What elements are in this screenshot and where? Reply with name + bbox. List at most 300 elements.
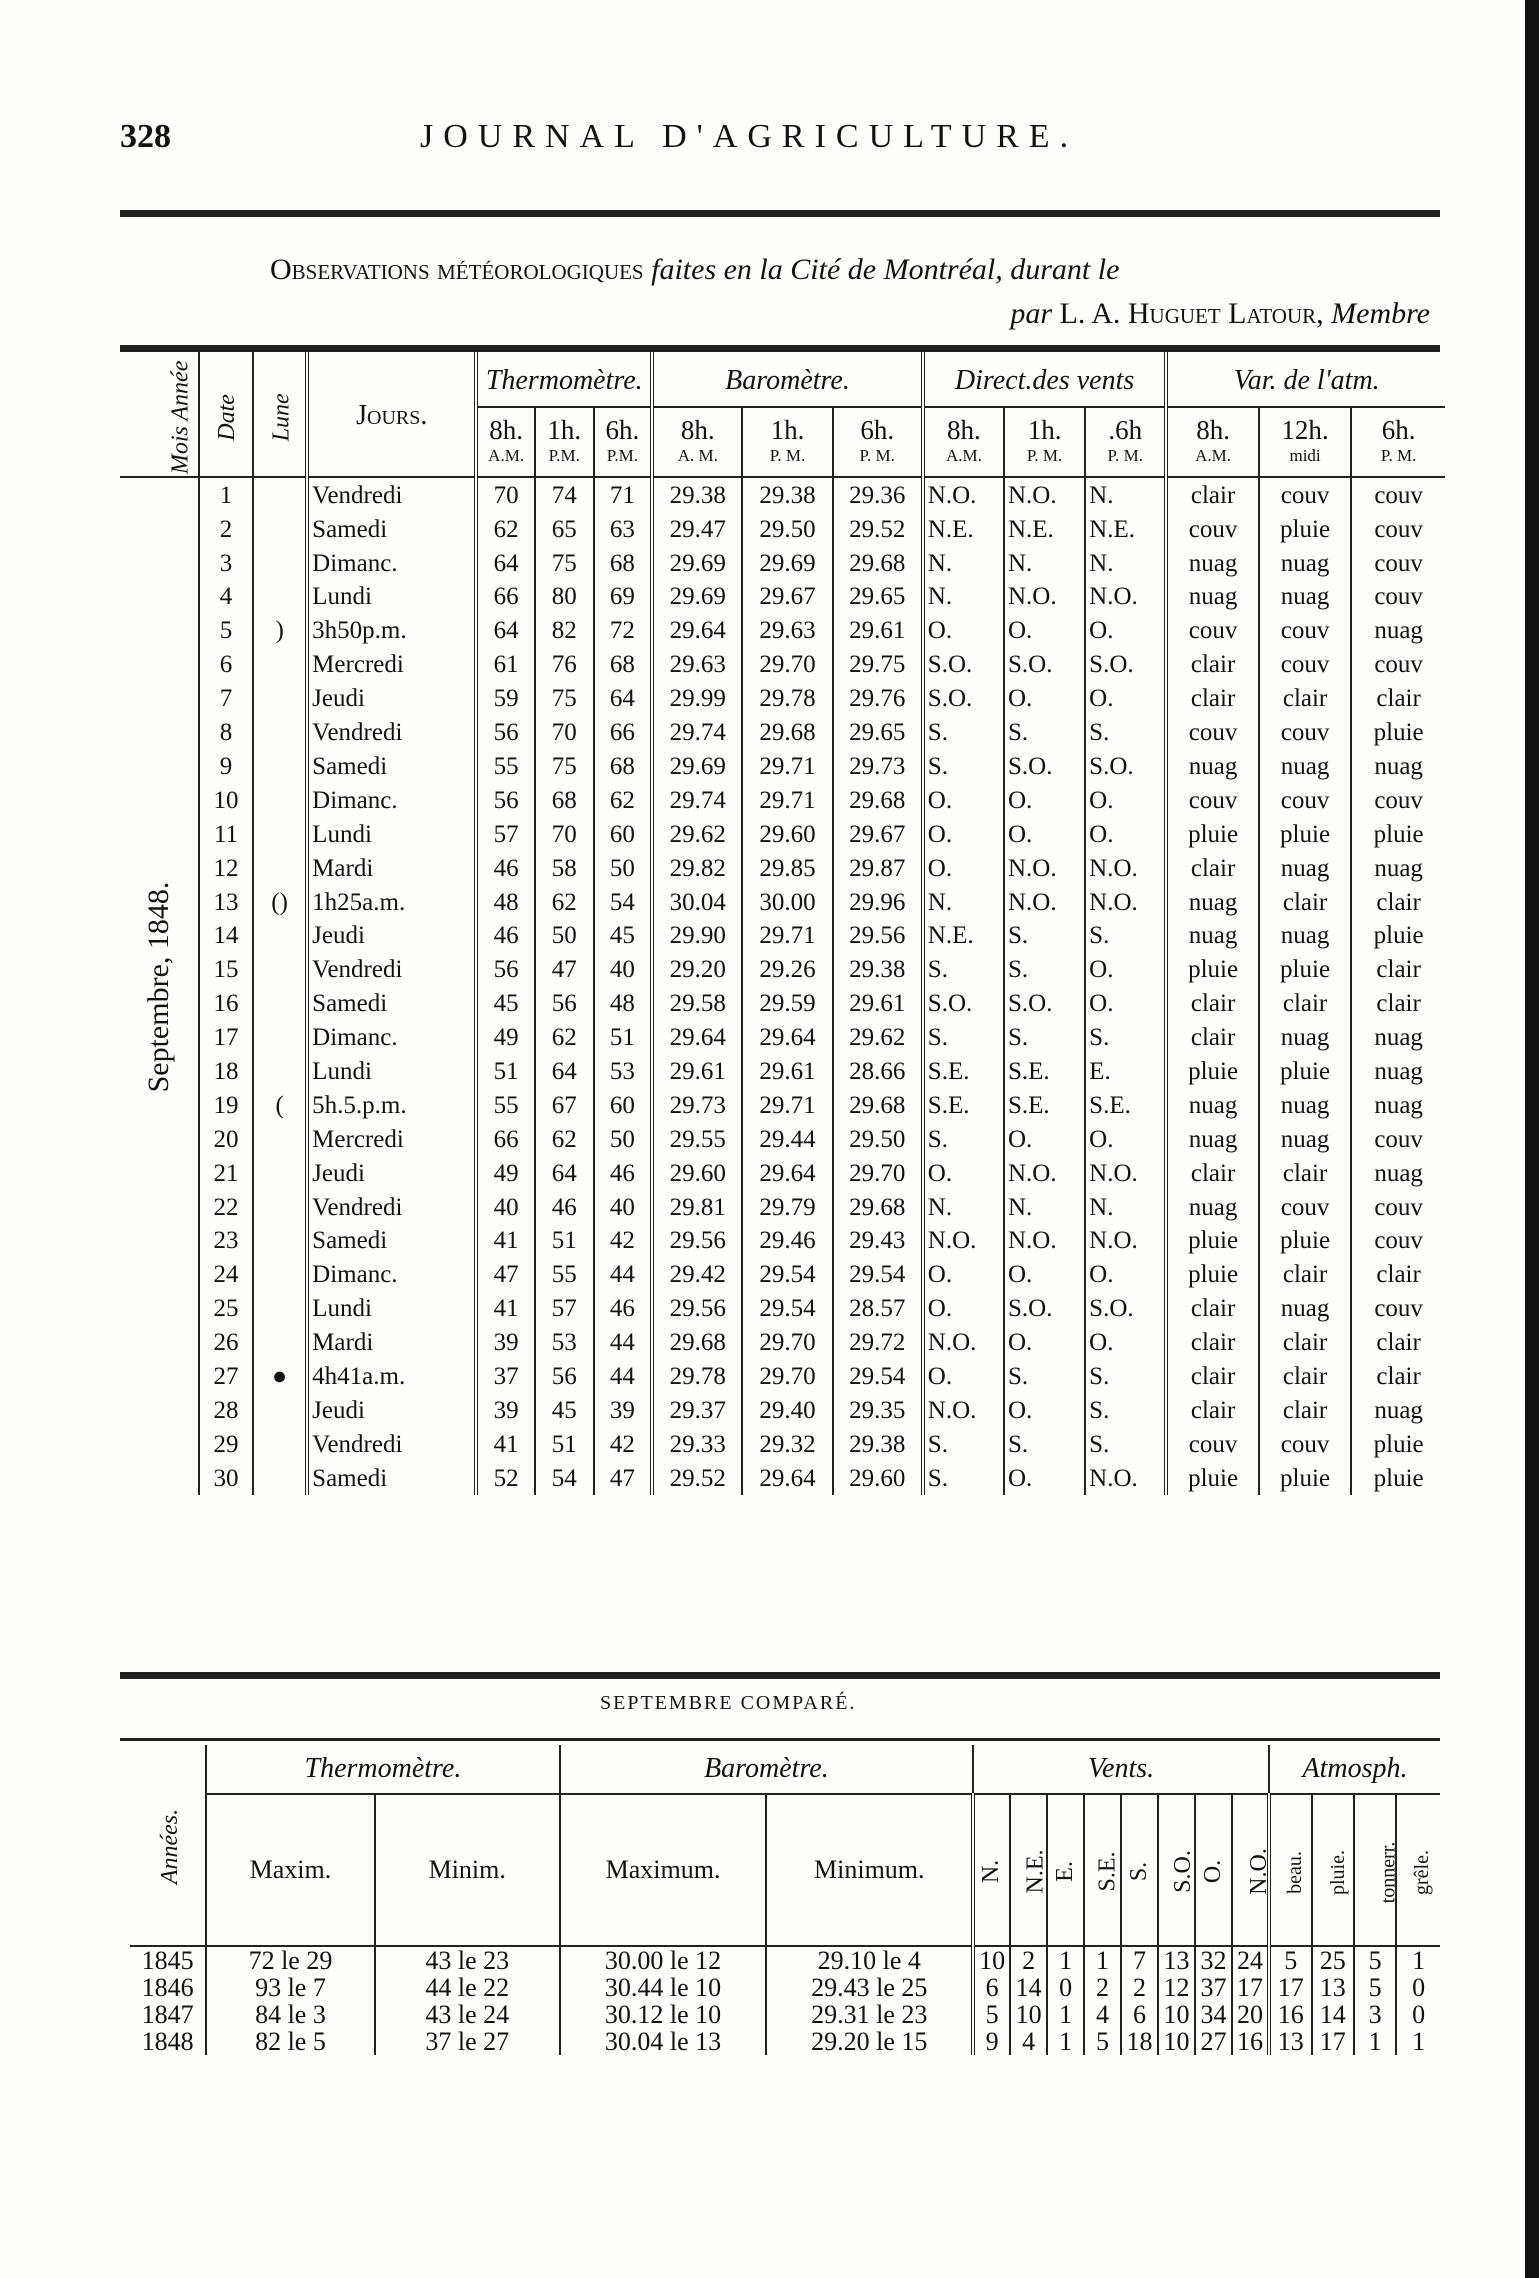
cell-date: 16 <box>199 987 253 1021</box>
header-date: Date <box>199 352 253 477</box>
cell-atm-8h: clair <box>1166 1021 1258 1055</box>
compare-header-atm: Atmosph. <box>1269 1745 1440 1794</box>
cell-thermo-8h: 47 <box>476 1258 535 1292</box>
cell-vent-8h: S. <box>923 1122 1004 1156</box>
cell-baro-8h: 29.33 <box>652 1427 742 1461</box>
cell-thermo-6h: 39 <box>594 1393 653 1427</box>
cell-vent-8h: O. <box>923 1156 1004 1190</box>
cell-atm-8h: pluie <box>1166 1461 1258 1495</box>
cell-jour: Vendredi <box>307 953 476 987</box>
cell-date: 20 <box>199 1122 253 1156</box>
cell-baro-8h: 29.68 <box>652 1326 742 1360</box>
cell-baro-6h: 29.38 <box>833 953 923 987</box>
cell-jour: Lundi <box>307 1055 476 1089</box>
header-lune: Lune <box>253 352 307 477</box>
observation-row <box>120 1326 1445 1360</box>
cell-atm-6h: couv <box>1351 477 1445 512</box>
cell-thermo-1h: 75 <box>535 546 594 580</box>
compare-wind-dir: N.E. <box>1010 1794 1047 1946</box>
top-rule <box>120 210 1440 217</box>
cell-baro-8h: 29.47 <box>652 512 742 546</box>
cell-vent-8h: O. <box>923 817 1004 851</box>
cell-vent-1h: S.O. <box>1004 987 1085 1021</box>
subheader-atm-ampm: midi <box>1259 446 1351 477</box>
compare-wind-dir: N.O. <box>1232 1794 1269 1946</box>
cell-date: 15 <box>199 953 253 987</box>
cell-atm-12h: clair <box>1259 885 1351 919</box>
cell-baro-6h: 29.67 <box>833 817 923 851</box>
compare-cell: 0 <box>1396 1974 1440 2001</box>
cell-baro-8h: 29.73 <box>652 1088 742 1122</box>
cell-thermo-6h: 42 <box>594 1224 653 1258</box>
cell-vent-8h: S. <box>923 750 1004 784</box>
cell-vent-8h: N.O. <box>923 1326 1004 1360</box>
cell-thermo-1h: 62 <box>535 1122 594 1156</box>
cell-thermo-6h: 60 <box>594 1088 653 1122</box>
cell-thermo-6h: 68 <box>594 750 653 784</box>
cell-thermo-1h: 74 <box>535 477 594 512</box>
observation-row <box>120 851 1445 885</box>
cell-baro-1h: 29.60 <box>742 817 832 851</box>
subheader-thermo-hour: 6h. <box>594 407 653 446</box>
cell-vent-8h: O. <box>923 851 1004 885</box>
cell-vent-8h: O. <box>923 1292 1004 1326</box>
cell-thermo-6h: 50 <box>594 1122 653 1156</box>
observation-row <box>120 546 1445 580</box>
cell-baro-1h: 29.59 <box>742 987 832 1021</box>
cell-thermo-6h: 45 <box>594 919 653 953</box>
cell-atm-8h: clair <box>1166 1156 1258 1190</box>
compare-cell: 0 <box>1396 2001 1440 2028</box>
cell-baro-8h: 29.60 <box>652 1156 742 1190</box>
caption-prefix: Observations météorologiques <box>270 253 644 286</box>
cell-baro-1h: 29.64 <box>742 1156 832 1190</box>
cell-baro-8h: 29.81 <box>652 1190 742 1224</box>
cell-date: 6 <box>199 648 253 682</box>
cell-vent-8h: N. <box>923 580 1004 614</box>
compare-year: 1847 <box>141 2000 194 2029</box>
observations-table <box>120 352 1445 1495</box>
cell-lune <box>253 1190 307 1224</box>
cell-thermo-6h: 71 <box>594 477 653 512</box>
compare-cell: 14 <box>1312 2001 1354 2028</box>
cell-atm-12h: clair <box>1259 1393 1351 1427</box>
cell-baro-1h: 29.70 <box>742 648 832 682</box>
cell-atm-6h: couv <box>1351 512 1445 546</box>
compare-year: 1848 <box>141 2027 194 2056</box>
cell-baro-6h: 29.96 <box>833 885 923 919</box>
cell-vent-6h: N.E. <box>1085 512 1166 546</box>
cell-thermo-1h: 50 <box>535 919 594 953</box>
cell-date: 11 <box>199 817 253 851</box>
cell-baro-8h: 29.74 <box>652 716 742 750</box>
cell-baro-1h: 29.78 <box>742 682 832 716</box>
cell-jour: Dimanc. <box>307 1258 476 1292</box>
compare-table <box>130 1745 1440 2055</box>
compare-cell: 30.00 le 12 <box>560 1946 767 1974</box>
cell-atm-12h: clair <box>1259 682 1351 716</box>
cell-vent-6h: O. <box>1085 953 1166 987</box>
cell-lune <box>253 1122 307 1156</box>
caption-line-2 <box>270 292 1450 336</box>
header-mois-annee: Mois Année <box>120 352 199 477</box>
cell-atm-6h: pluie <box>1351 817 1445 851</box>
cell-jour: Jeudi <box>307 1393 476 1427</box>
cell-jour: Lundi <box>307 1292 476 1326</box>
cell-thermo-6h: 66 <box>594 716 653 750</box>
cell-baro-6h: 29.35 <box>833 1393 923 1427</box>
subheader-atm-ampm: A.M. <box>1166 446 1258 477</box>
cell-vent-8h: S.O. <box>923 648 1004 682</box>
cell-thermo-8h: 55 <box>476 1088 535 1122</box>
cell-vent-8h: O. <box>923 783 1004 817</box>
caption-author: L. A. Huguet Latour, <box>1059 297 1324 330</box>
compare-cell: 24 <box>1232 1946 1269 1974</box>
cell-thermo-1h: 62 <box>535 885 594 919</box>
compare-cell: 12 <box>1158 1974 1195 2001</box>
cell-atm-12h: nuag <box>1259 546 1351 580</box>
cell-thermo-8h: 64 <box>476 546 535 580</box>
cell-baro-8h: 29.52 <box>652 1461 742 1495</box>
compare-cell: 29.20 le 15 <box>766 2028 973 2055</box>
cell-jour: 3h50p.m. <box>307 614 476 648</box>
subheader-atm-ampm: P. M. <box>1351 446 1445 477</box>
compare-cell: 17 <box>1232 1974 1269 2001</box>
cell-lune <box>253 851 307 885</box>
compare-row <box>130 1974 1440 2001</box>
cell-lune <box>253 987 307 1021</box>
cell-thermo-1h: 55 <box>535 1258 594 1292</box>
cell-baro-6h: 29.87 <box>833 851 923 885</box>
cell-vent-1h: S.E. <box>1004 1088 1085 1122</box>
cell-baro-1h: 29.64 <box>742 1021 832 1055</box>
cell-atm-12h: nuag <box>1259 919 1351 953</box>
cell-atm-8h: couv <box>1166 614 1258 648</box>
cell-atm-6h: clair <box>1351 987 1445 1021</box>
cell-thermo-6h: 64 <box>594 682 653 716</box>
cell-date: 29 <box>199 1427 253 1461</box>
cell-thermo-8h: 51 <box>476 1055 535 1089</box>
table-top-rule <box>120 345 1440 352</box>
cell-thermo-8h: 49 <box>476 1156 535 1190</box>
subheader-baro-ampm: P. M. <box>833 446 923 477</box>
cell-baro-6h: 29.75 <box>833 648 923 682</box>
cell-atm-12h: couv <box>1259 783 1351 817</box>
compare-header-baro: Baromètre. <box>560 1745 973 1794</box>
cell-atm-6h: clair <box>1351 953 1445 987</box>
compare-cell: 43 le 23 <box>375 1946 560 1974</box>
cell-thermo-1h: 54 <box>535 1461 594 1495</box>
cell-atm-8h: clair <box>1166 987 1258 1021</box>
page-number: 328 <box>120 118 171 155</box>
cell-baro-6h: 29.36 <box>833 477 923 512</box>
cell-atm-8h: clair <box>1166 682 1258 716</box>
compare-cell: 32 <box>1195 1946 1232 1974</box>
cell-baro-8h: 30.04 <box>652 885 742 919</box>
cell-atm-6h: clair <box>1351 885 1445 919</box>
cell-vent-6h: S.O. <box>1085 750 1166 784</box>
cell-thermo-1h: 70 <box>535 817 594 851</box>
compare-cell: 6 <box>1121 2001 1158 2028</box>
compare-cell: 2 <box>1084 1974 1121 2001</box>
cell-baro-6h: 29.68 <box>833 783 923 817</box>
cell-lune: ● <box>253 1360 307 1394</box>
compare-cell: 5 <box>1354 1974 1396 2001</box>
cell-baro-1h: 29.79 <box>742 1190 832 1224</box>
observation-row <box>120 817 1445 851</box>
cell-baro-6h: 29.54 <box>833 1258 923 1292</box>
subheader-baro-hour: 8h. <box>652 407 742 446</box>
cell-baro-8h: 29.42 <box>652 1258 742 1292</box>
cell-baro-1h: 29.61 <box>742 1055 832 1089</box>
subheader-thermo-ampm: P.M. <box>535 446 594 477</box>
cell-date: 14 <box>199 919 253 953</box>
cell-jour: 5h.5.p.m. <box>307 1088 476 1122</box>
cell-atm-6h: couv <box>1351 580 1445 614</box>
cell-vent-1h: O. <box>1004 1258 1085 1292</box>
cell-atm-12h: pluie <box>1259 1224 1351 1258</box>
cell-thermo-1h: 58 <box>535 851 594 885</box>
cell-date: 19 <box>199 1088 253 1122</box>
cell-vent-6h: S. <box>1085 919 1166 953</box>
cell-baro-1h: 29.71 <box>742 783 832 817</box>
cell-thermo-6h: 53 <box>594 1055 653 1089</box>
cell-vent-1h: S. <box>1004 953 1085 987</box>
subheader-atm-hour: 12h. <box>1259 407 1351 446</box>
observation-row <box>120 1461 1445 1495</box>
cell-baro-8h: 29.90 <box>652 919 742 953</box>
cell-thermo-1h: 65 <box>535 512 594 546</box>
month-year-cell <box>120 477 199 1495</box>
cell-thermo-6h: 51 <box>594 1021 653 1055</box>
compare-cell: 17 <box>1269 1974 1311 2001</box>
cell-date: 23 <box>199 1224 253 1258</box>
compare-cell: 18 <box>1121 2028 1158 2055</box>
cell-atm-12h: nuag <box>1259 750 1351 784</box>
cell-thermo-6h: 54 <box>594 885 653 919</box>
cell-vent-1h: O. <box>1004 614 1085 648</box>
cell-baro-8h: 29.20 <box>652 953 742 987</box>
cell-lune <box>253 1292 307 1326</box>
cell-vent-6h: O. <box>1085 1326 1166 1360</box>
cell-vent-8h: O. <box>923 614 1004 648</box>
observation-row <box>120 987 1445 1021</box>
cell-atm-6h: nuag <box>1351 1055 1445 1089</box>
compare-cell: 1 <box>1084 1946 1121 1974</box>
observation-row <box>120 580 1445 614</box>
cell-thermo-8h: 56 <box>476 953 535 987</box>
cell-baro-6h: 28.57 <box>833 1292 923 1326</box>
subheader-vents-hour: 1h. <box>1004 407 1085 446</box>
cell-thermo-6h: 60 <box>594 817 653 851</box>
cell-atm-12h: nuag <box>1259 1122 1351 1156</box>
cell-atm-6h: nuag <box>1351 851 1445 885</box>
cell-atm-12h: clair <box>1259 1360 1351 1394</box>
cell-thermo-8h: 49 <box>476 1021 535 1055</box>
cell-atm-12h: nuag <box>1259 1292 1351 1326</box>
cell-baro-6h: 29.68 <box>833 1190 923 1224</box>
cell-baro-1h: 29.54 <box>742 1292 832 1326</box>
cell-thermo-8h: 52 <box>476 1461 535 1495</box>
compare-header-annees: Années. <box>130 1745 206 1946</box>
observation-row <box>120 1224 1445 1258</box>
cell-atm-8h: pluie <box>1166 953 1258 987</box>
caption-par: par <box>1010 297 1053 330</box>
cell-atm-6h: pluie <box>1351 716 1445 750</box>
cell-baro-8h: 29.69 <box>652 750 742 784</box>
cell-vent-1h: O. <box>1004 783 1085 817</box>
cell-vent-1h: O. <box>1004 817 1085 851</box>
cell-vent-8h: N.E. <box>923 512 1004 546</box>
cell-baro-8h: 29.62 <box>652 817 742 851</box>
subheader-baro-hour: 6h. <box>833 407 923 446</box>
cell-vent-1h: S. <box>1004 1360 1085 1394</box>
cell-atm-6h: pluie <box>1351 1461 1445 1495</box>
cell-atm-8h: pluie <box>1166 1224 1258 1258</box>
cell-thermo-8h: 61 <box>476 648 535 682</box>
cell-atm-6h: couv <box>1351 1190 1445 1224</box>
cell-thermo-1h: 53 <box>535 1326 594 1360</box>
cell-atm-12h: pluie <box>1259 1461 1351 1495</box>
cell-date: 2 <box>199 512 253 546</box>
cell-atm-12h: clair <box>1259 1326 1351 1360</box>
observation-row <box>120 919 1445 953</box>
compare-cell: 6 <box>973 1974 1010 2001</box>
cell-vent-6h: N.O. <box>1085 1224 1166 1258</box>
header-atm: Var. de l'atm. <box>1166 352 1445 407</box>
cell-atm-12h: pluie <box>1259 953 1351 987</box>
cell-atm-8h: pluie <box>1166 817 1258 851</box>
cell-thermo-1h: 51 <box>535 1427 594 1461</box>
cell-atm-8h: nuag <box>1166 1190 1258 1224</box>
cell-vent-8h: S.E. <box>923 1088 1004 1122</box>
cell-baro-6h: 29.72 <box>833 1326 923 1360</box>
cell-thermo-1h: 62 <box>535 1021 594 1055</box>
cell-thermo-1h: 51 <box>535 1224 594 1258</box>
cell-baro-6h: 29.65 <box>833 716 923 750</box>
compare-cell: 20 <box>1232 2001 1269 2028</box>
cell-baro-8h: 29.56 <box>652 1224 742 1258</box>
compare-cell: 16 <box>1232 2028 1269 2055</box>
cell-lune <box>253 1461 307 1495</box>
cell-lune: ( <box>253 1088 307 1122</box>
cell-baro-1h: 29.26 <box>742 953 832 987</box>
cell-thermo-8h: 70 <box>476 477 535 512</box>
compare-atm-type: grêle. <box>1396 1794 1440 1946</box>
compare-cell: 7 <box>1121 1946 1158 1974</box>
cell-vent-6h: S. <box>1085 1427 1166 1461</box>
cell-thermo-8h: 66 <box>476 580 535 614</box>
cell-date: 13 <box>199 885 253 919</box>
observation-row <box>120 1393 1445 1427</box>
cell-atm-6h: pluie <box>1351 919 1445 953</box>
header-thermometre: Thermomètre. <box>476 352 652 407</box>
cell-atm-8h: couv <box>1166 716 1258 750</box>
compare-cell: 93 le 7 <box>206 1974 375 2001</box>
cell-atm-6h: clair <box>1351 682 1445 716</box>
cell-lune <box>253 716 307 750</box>
cell-vent-8h: S. <box>923 716 1004 750</box>
cell-thermo-6h: 40 <box>594 1190 653 1224</box>
cell-atm-12h: pluie <box>1259 817 1351 851</box>
compare-cell: 1 <box>1047 2028 1084 2055</box>
cell-thermo-8h: 57 <box>476 817 535 851</box>
cell-thermo-8h: 56 <box>476 716 535 750</box>
compare-atm-type: tonnerr. <box>1354 1794 1396 1946</box>
cell-thermo-6h: 46 <box>594 1156 653 1190</box>
cell-vent-1h: N. <box>1004 546 1085 580</box>
compare-sub-maxim: Maxim. <box>206 1794 375 1946</box>
cell-atm-8h: clair <box>1166 1326 1258 1360</box>
cell-baro-8h: 29.99 <box>652 682 742 716</box>
cell-atm-8h: couv <box>1166 783 1258 817</box>
cell-vent-6h: O. <box>1085 614 1166 648</box>
cell-jour: Jeudi <box>307 919 476 953</box>
cell-thermo-8h: 59 <box>476 682 535 716</box>
cell-date: 9 <box>199 750 253 784</box>
cell-atm-12h: nuag <box>1259 580 1351 614</box>
cell-atm-12h: nuag <box>1259 851 1351 885</box>
cell-baro-1h: 29.68 <box>742 716 832 750</box>
cell-vent-1h: N. <box>1004 1190 1085 1224</box>
cell-vent-8h: S. <box>923 1427 1004 1461</box>
observation-row <box>120 953 1445 987</box>
compare-row <box>130 2028 1440 2055</box>
cell-date: 24 <box>199 1258 253 1292</box>
cell-atm-8h: couv <box>1166 1427 1258 1461</box>
cell-baro-6h: 29.60 <box>833 1461 923 1495</box>
cell-baro-1h: 29.38 <box>742 477 832 512</box>
cell-vent-6h: N. <box>1085 477 1166 512</box>
cell-jour: Mardi <box>307 851 476 885</box>
cell-baro-1h: 29.64 <box>742 1461 832 1495</box>
cell-vent-8h: N.O. <box>923 477 1004 512</box>
cell-baro-6h: 29.68 <box>833 546 923 580</box>
cell-vent-6h: O. <box>1085 987 1166 1021</box>
cell-vent-6h: S.E. <box>1085 1088 1166 1122</box>
cell-thermo-6h: 68 <box>594 546 653 580</box>
cell-lune <box>253 1326 307 1360</box>
cell-thermo-8h: 41 <box>476 1224 535 1258</box>
observation-row <box>120 614 1445 648</box>
subheader-baro-ampm: A. M. <box>652 446 742 477</box>
cell-vent-6h: N.O. <box>1085 1156 1166 1190</box>
compare-title: SEPTEMBRE COMPARÉ. <box>600 1692 857 1714</box>
cell-jour: Mercredi <box>307 648 476 682</box>
compare-header-vents: Vents. <box>973 1745 1269 1794</box>
cell-thermo-6h: 44 <box>594 1258 653 1292</box>
cell-baro-6h: 29.43 <box>833 1224 923 1258</box>
cell-atm-12h: couv <box>1259 648 1351 682</box>
observation-row <box>120 1088 1445 1122</box>
compare-cell: 3 <box>1354 2001 1396 2028</box>
compare-cell: 10 <box>973 1946 1010 1974</box>
compare-sub-minimum: Minimum. <box>766 1794 973 1946</box>
compare-cell: 27 <box>1195 2028 1232 2055</box>
compare-cell: 1 <box>1047 2001 1084 2028</box>
caption-membre: Membre <box>1331 297 1430 330</box>
compare-cell: 17 <box>1312 2028 1354 2055</box>
cell-vent-1h: S.E. <box>1004 1055 1085 1089</box>
cell-vent-6h: O. <box>1085 1122 1166 1156</box>
cell-jour: Lundi <box>307 580 476 614</box>
cell-thermo-8h: 55 <box>476 750 535 784</box>
cell-atm-8h: couv <box>1166 512 1258 546</box>
cell-baro-6h: 29.62 <box>833 1021 923 1055</box>
cell-vent-8h: S. <box>923 1461 1004 1495</box>
observation-row <box>120 1190 1445 1224</box>
cell-thermo-6h: 44 <box>594 1360 653 1394</box>
